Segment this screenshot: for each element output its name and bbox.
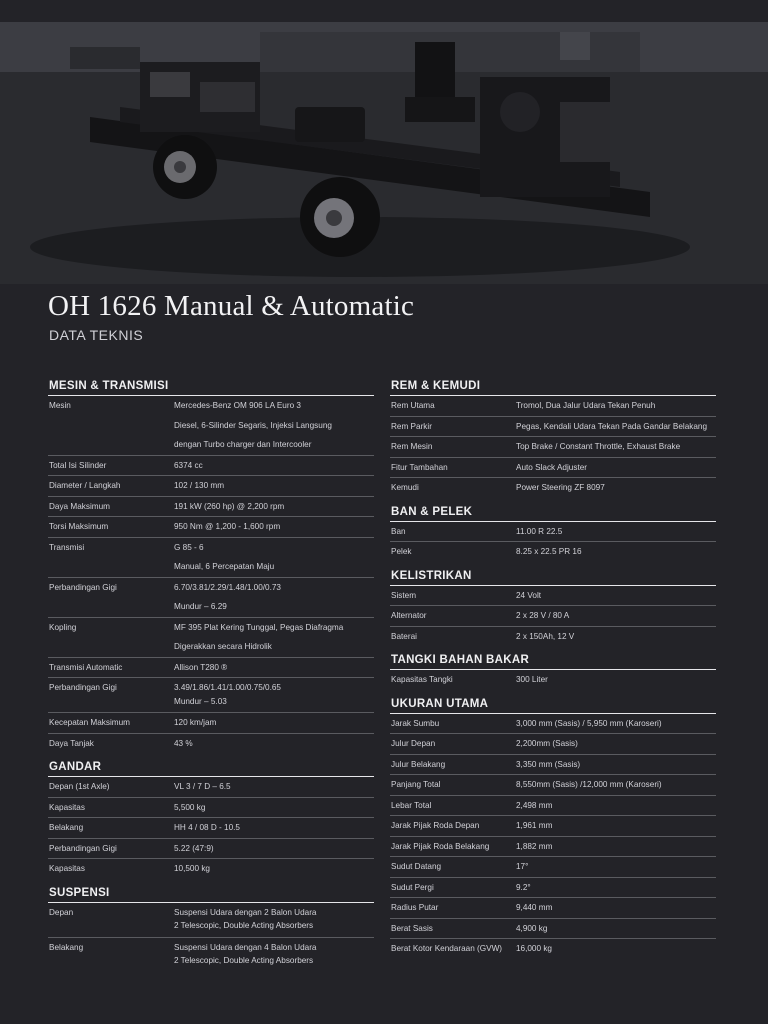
spec-value-line: 1,882 mm bbox=[516, 841, 553, 851]
spec-label: Kopling bbox=[49, 622, 77, 632]
page-subtitle: DATA TEKNIS bbox=[49, 327, 144, 343]
spec-value-line: 4,900 kg bbox=[516, 923, 548, 933]
spec-value-line: 300 Liter bbox=[516, 675, 548, 684]
spec-value bbox=[516, 458, 716, 478]
spec-row bbox=[390, 816, 716, 837]
spec-value-line: 10,500 kg bbox=[174, 864, 210, 873]
spec-value-line: Suspensi Udara dengan 4 Balon Udara bbox=[174, 942, 317, 952]
spec-value-line: 8.25 x 22.5 PR 16 bbox=[516, 547, 582, 556]
spec-value-line: 2 x 28 V / 80 A bbox=[516, 611, 570, 620]
spec-row bbox=[48, 456, 374, 477]
spec-label: Rem Mesin bbox=[391, 442, 433, 451]
spec-value-line: 17° bbox=[516, 862, 529, 871]
section-heading: GANDAR bbox=[48, 761, 374, 777]
spec-value bbox=[174, 906, 374, 933]
spec-value-line: VL 3 / 7 D – 6.5 bbox=[174, 782, 231, 791]
spec-value bbox=[174, 517, 374, 537]
spec-label: Sistem bbox=[391, 590, 417, 600]
spec-label: Lebar Total bbox=[391, 800, 432, 810]
spec-section-gandar bbox=[48, 761, 374, 879]
hero-chassis-photo bbox=[0, 22, 768, 284]
spec-value bbox=[174, 578, 374, 617]
spec-value bbox=[516, 939, 716, 959]
spec-label: Jarak Pijak Roda Belakang bbox=[391, 841, 490, 851]
spec-value bbox=[516, 898, 716, 918]
spec-label: Kapasitas bbox=[49, 864, 85, 873]
spec-value-line: 2,498 mm bbox=[516, 800, 553, 810]
spec-value-line: G 85 - 6 bbox=[174, 542, 204, 552]
spec-row bbox=[48, 859, 374, 879]
spec-row bbox=[390, 734, 716, 755]
section-heading: KELISTRIKAN bbox=[390, 570, 716, 586]
spec-value-line: 5,500 kg bbox=[174, 802, 206, 812]
spec-label: Kecepatan Maksimum bbox=[49, 718, 130, 727]
spec-value bbox=[174, 777, 374, 797]
spec-value bbox=[174, 658, 374, 678]
spec-value bbox=[174, 713, 374, 733]
spec-label: Berat Sasis bbox=[391, 923, 433, 933]
spec-label: Pelek bbox=[391, 547, 412, 556]
spec-value-line: Digerakkan secara Hidrolik bbox=[174, 642, 272, 651]
spec-value-line: 2 Telescopic, Double Acting Absorbers bbox=[174, 921, 314, 930]
spec-value-line: 43 % bbox=[174, 738, 193, 748]
spec-row bbox=[390, 478, 716, 498]
spec-label: Transmisi Automatic bbox=[49, 662, 123, 672]
spec-value bbox=[516, 670, 716, 690]
spec-section-tangki-bahan-bakar bbox=[390, 654, 716, 690]
spec-row bbox=[48, 517, 374, 538]
spec-label: Fitur Tambahan bbox=[391, 462, 448, 472]
spec-label: Rem Utama bbox=[391, 401, 435, 410]
spec-value-line: Pegas, Kendali Udara Tekan Pada Gandar Belakang bbox=[516, 421, 708, 431]
spec-label: Daya Maksimum bbox=[49, 501, 110, 511]
spec-value bbox=[516, 396, 716, 416]
spec-value bbox=[174, 839, 374, 859]
spec-label: Jarak Sumbu bbox=[391, 718, 440, 728]
spec-row bbox=[390, 396, 716, 417]
spec-value bbox=[174, 734, 374, 754]
spec-value bbox=[174, 456, 374, 476]
spec-value-line: 9.2° bbox=[516, 882, 531, 892]
spec-value bbox=[516, 775, 716, 795]
chassis-illustration bbox=[0, 22, 768, 284]
spec-value-line: 2 Telescopic, Double Acting Absorbers bbox=[174, 956, 314, 965]
spec-row bbox=[48, 818, 374, 839]
spec-value-line: 9,440 mm bbox=[516, 903, 553, 912]
spec-value-line: Suspensi Udara dengan 2 Balon Udara bbox=[174, 907, 317, 917]
spec-value-line: MF 395 Plat Kering Tunggal, Pegas Diafragma bbox=[174, 622, 344, 632]
spec-row bbox=[390, 606, 716, 627]
spec-value bbox=[516, 714, 716, 734]
spec-value bbox=[516, 857, 716, 877]
spec-value bbox=[516, 919, 716, 939]
spec-label: Perbandingan Gigi bbox=[49, 843, 117, 853]
spec-row bbox=[390, 670, 716, 690]
spec-value-line: 8,550mm (Sasis) /12,000 mm (Karoseri) bbox=[516, 780, 662, 789]
spec-label: Sudut Datang bbox=[391, 862, 442, 871]
section-heading: SUSPENSI bbox=[48, 887, 374, 903]
spec-value-line: 11.00 R 22.5 bbox=[516, 526, 563, 536]
spec-label: Belakang bbox=[49, 823, 84, 832]
spec-value-line: 950 Nm @ 1,200 - 1,600 rpm bbox=[174, 522, 281, 531]
spec-value-line: 120 km/jam bbox=[174, 718, 217, 727]
spec-label: Diameter / Langkah bbox=[49, 481, 121, 490]
spec-label: Rem Parkir bbox=[391, 421, 432, 431]
spec-label: Depan (1st Axle) bbox=[49, 782, 110, 791]
spec-value bbox=[174, 818, 374, 838]
spec-value bbox=[516, 816, 716, 836]
spec-value-line: 102 / 130 mm bbox=[174, 481, 225, 490]
spec-row bbox=[48, 396, 374, 456]
spec-row bbox=[48, 713, 374, 734]
spec-value-line: 6.70/3.81/2.29/1.48/1.00/0.73 bbox=[174, 582, 281, 592]
spec-value bbox=[174, 681, 374, 708]
spec-label: Torsi Maksimum bbox=[49, 522, 109, 531]
spec-row bbox=[390, 857, 716, 878]
spec-value-line: Mundur – 6.29 bbox=[174, 602, 227, 611]
spec-row bbox=[48, 678, 374, 713]
spec-row bbox=[390, 939, 716, 959]
spec-value bbox=[516, 437, 716, 457]
spec-value bbox=[516, 606, 716, 626]
spec-row bbox=[48, 734, 374, 754]
spec-label: Sudut Pergi bbox=[391, 882, 434, 892]
spec-value bbox=[174, 859, 374, 879]
top-bar bbox=[0, 0, 768, 22]
spec-value-line: Diesel, 6-Silinder Segaris, Injeksi Langsung bbox=[174, 420, 332, 430]
spec-section-ban-pelek bbox=[390, 506, 716, 562]
spec-section-mesin-transmisi bbox=[48, 380, 374, 753]
spec-value bbox=[516, 522, 716, 542]
spec-value-line: 24 Volt bbox=[516, 590, 542, 600]
spec-row bbox=[48, 578, 374, 618]
spec-value-line: 3.49/1.86/1.41/1.00/0.75/0.65 bbox=[174, 683, 281, 692]
spec-value bbox=[516, 878, 716, 898]
section-heading: MESIN & TRANSMISI bbox=[48, 380, 374, 396]
spec-row bbox=[390, 796, 716, 817]
spec-value-line: Allison T280 ® bbox=[174, 662, 228, 672]
spec-value-line: Auto Slack Adjuster bbox=[516, 462, 587, 472]
spec-label: Kapasitas bbox=[49, 802, 85, 812]
section-heading: UKURAN UTAMA bbox=[390, 698, 716, 714]
spec-label: Kapasitas Tangki bbox=[391, 675, 453, 684]
spec-label: Panjang Total bbox=[391, 780, 441, 789]
spec-value bbox=[516, 837, 716, 857]
spec-label: Transmisi bbox=[49, 542, 85, 552]
spec-row bbox=[48, 839, 374, 860]
spec-label: Julur Depan bbox=[391, 739, 436, 748]
spec-value bbox=[174, 941, 374, 968]
section-heading: BAN & PELEK bbox=[390, 506, 716, 522]
spec-row bbox=[390, 458, 716, 479]
spec-row bbox=[48, 777, 374, 798]
section-heading: REM & KEMUDI bbox=[390, 380, 716, 396]
spec-value bbox=[174, 396, 374, 455]
spec-value-line: 3,350 mm (Sasis) bbox=[516, 759, 581, 769]
spec-value-line: 16,000 kg bbox=[516, 944, 552, 953]
spec-label: Mesin bbox=[49, 401, 71, 410]
spec-value-line: Mercedes-Benz OM 906 LA Euro 3 bbox=[174, 401, 301, 410]
spec-label: Julur Belakang bbox=[391, 759, 446, 769]
spec-row bbox=[48, 903, 374, 938]
spec-value-line: 5.22 (47:9) bbox=[174, 843, 214, 853]
left-spec-column bbox=[48, 380, 374, 980]
spec-value bbox=[516, 542, 716, 562]
spec-value-line: 3,000 mm (Sasis) / 5,950 mm (Karoseri) bbox=[516, 718, 662, 728]
spec-label: Ban bbox=[391, 526, 406, 536]
spec-row bbox=[48, 538, 374, 578]
spec-value bbox=[516, 796, 716, 816]
spec-row bbox=[390, 755, 716, 776]
spec-label: Daya Tanjak bbox=[49, 738, 94, 748]
spec-row bbox=[48, 618, 374, 658]
spec-label: Perbandingan Gigi bbox=[49, 683, 117, 692]
spec-section-suspensi bbox=[48, 887, 374, 972]
spec-value-line: 1,961 mm bbox=[516, 821, 553, 830]
spec-value-line: Tromol, Dua Jalur Udara Tekan Penuh bbox=[516, 401, 656, 410]
spec-value-line: Power Steering ZF 8097 bbox=[516, 483, 605, 492]
spec-row bbox=[390, 586, 716, 607]
spec-value bbox=[516, 478, 716, 498]
spec-row bbox=[48, 798, 374, 819]
spec-value bbox=[174, 538, 374, 577]
spec-value bbox=[516, 586, 716, 606]
spec-label: Alternator bbox=[391, 611, 427, 620]
spec-label: Baterai bbox=[391, 631, 417, 641]
spec-value-line: 191 kW (260 hp) @ 2,200 rpm bbox=[174, 501, 285, 511]
spec-label: Perbandingan Gigi bbox=[49, 582, 117, 592]
spec-section-ukuran-utama bbox=[390, 698, 716, 959]
spec-label: Radius Putar bbox=[391, 903, 439, 912]
spec-row bbox=[390, 898, 716, 919]
spec-label: Kemudi bbox=[391, 483, 419, 492]
spec-row bbox=[390, 437, 716, 458]
spec-value bbox=[516, 627, 716, 647]
page-title: OH 1626 Manual & Automatic bbox=[48, 290, 415, 322]
spec-row bbox=[390, 627, 716, 647]
spec-value bbox=[516, 755, 716, 775]
spec-row bbox=[390, 542, 716, 562]
section-heading: TANGKI BAHAN BAKAR bbox=[390, 654, 716, 670]
spec-section-rem-kemudi bbox=[390, 380, 716, 498]
spec-value bbox=[174, 497, 374, 517]
spec-label: Depan bbox=[49, 907, 74, 917]
spec-row bbox=[390, 714, 716, 735]
spec-value-line: 6374 cc bbox=[174, 460, 203, 470]
spec-value-line: 2,200mm (Sasis) bbox=[516, 739, 578, 748]
spec-label: Berat Kotor Kendaraan (GVW) bbox=[391, 944, 503, 953]
right-spec-column bbox=[390, 380, 716, 967]
spec-label: Jarak Pijak Roda Depan bbox=[391, 821, 480, 830]
spec-label: Total Isi Silinder bbox=[49, 460, 107, 470]
spec-row bbox=[390, 919, 716, 940]
spec-row bbox=[48, 658, 374, 679]
spec-row bbox=[48, 476, 374, 497]
spec-label: Belakang bbox=[49, 942, 84, 952]
spec-value-line: Mundur – 5.03 bbox=[174, 696, 227, 706]
spec-value bbox=[516, 417, 716, 437]
spec-value-line: Manual, 6 Percepatan Maju bbox=[174, 562, 275, 571]
spec-row bbox=[48, 497, 374, 518]
spec-value-line: Top Brake / Constant Throttle, Exhaust Brake bbox=[516, 442, 681, 451]
spec-row bbox=[390, 837, 716, 858]
spec-value bbox=[174, 618, 374, 657]
spec-value-line: 2 x 150Ah, 12 V bbox=[516, 631, 575, 641]
spec-row bbox=[390, 878, 716, 899]
spec-row bbox=[390, 775, 716, 796]
spec-value bbox=[174, 476, 374, 496]
spec-value-line: dengan Turbo charger dan Intercooler bbox=[174, 440, 312, 449]
spec-value bbox=[516, 734, 716, 754]
spec-value-line: HH 4 / 08 D - 10.5 bbox=[174, 823, 240, 832]
spec-row bbox=[48, 938, 374, 972]
spec-value bbox=[174, 798, 374, 818]
spec-row bbox=[390, 417, 716, 438]
spec-section-kelistrikan bbox=[390, 570, 716, 647]
spec-row bbox=[390, 522, 716, 543]
